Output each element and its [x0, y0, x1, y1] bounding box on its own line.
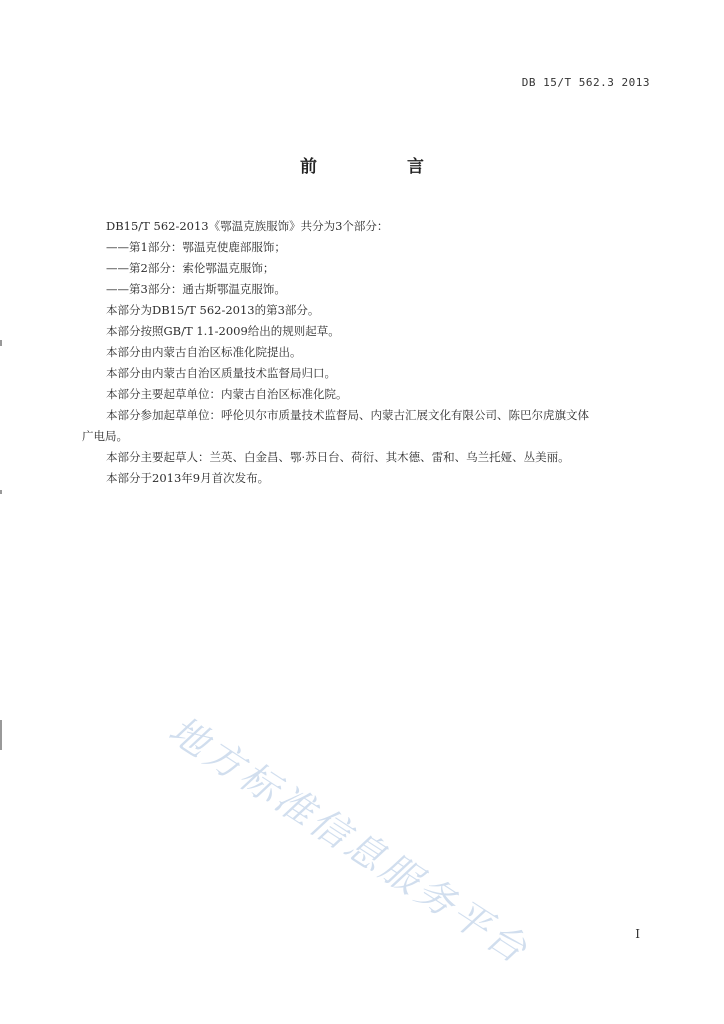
scan-artifact [0, 340, 2, 346]
paragraph: DB15/T 562-2013《鄂温克族服饰》共分为3个部分： [106, 219, 389, 233]
paragraph: ——第2部分：索伦鄂温克服饰； [106, 261, 275, 275]
paragraph: 本部分由内蒙古自治区质量技术监督局归口。 [106, 366, 336, 380]
participating-units-paragraph [82, 405, 658, 447]
paragraph: 本部分为DB15/T 562-2013的第3部分。 [106, 303, 320, 317]
page-title: 前 言 [300, 157, 466, 177]
standard-code: DB 15/T 562.3 2013 [521, 76, 650, 89]
drafters-paragraph: 本部分主要起草人：兰英、白金昌、鄂·苏日台、荷衍、其木德、雷和、乌兰托娅、丛美丽。 [106, 450, 570, 464]
page-number: I [635, 927, 640, 941]
paragraph: 本部分主要起草单位：内蒙古自治区标准化院。 [106, 387, 348, 401]
paragraph: ——第3部分：通古斯鄂温克服饰。 [106, 282, 286, 296]
release-paragraph: 本部分于2013年9月首次发布。 [106, 471, 270, 485]
paragraph: ——第1部分：鄂温克使鹿部服饰； [106, 240, 286, 254]
paragraph: 本部分由内蒙古自治区标准化院提出。 [106, 345, 302, 359]
participating-units-line: 本部分参加起草单位：呼伦贝尔市质量技术监督局、内蒙古汇展文化有限公司、陈巴尔虎旗文体 [106, 408, 589, 422]
scan-artifact [0, 490, 2, 494]
participating-units-continuation: 广电局。 [82, 429, 128, 443]
paragraph: 本部分按照GB/T 1.1-2009给出的规则起草。 [106, 324, 340, 338]
foreword-body [82, 216, 658, 489]
watermark: 地方标准信息服务平台 [161, 707, 538, 974]
scan-artifact [0, 720, 2, 750]
